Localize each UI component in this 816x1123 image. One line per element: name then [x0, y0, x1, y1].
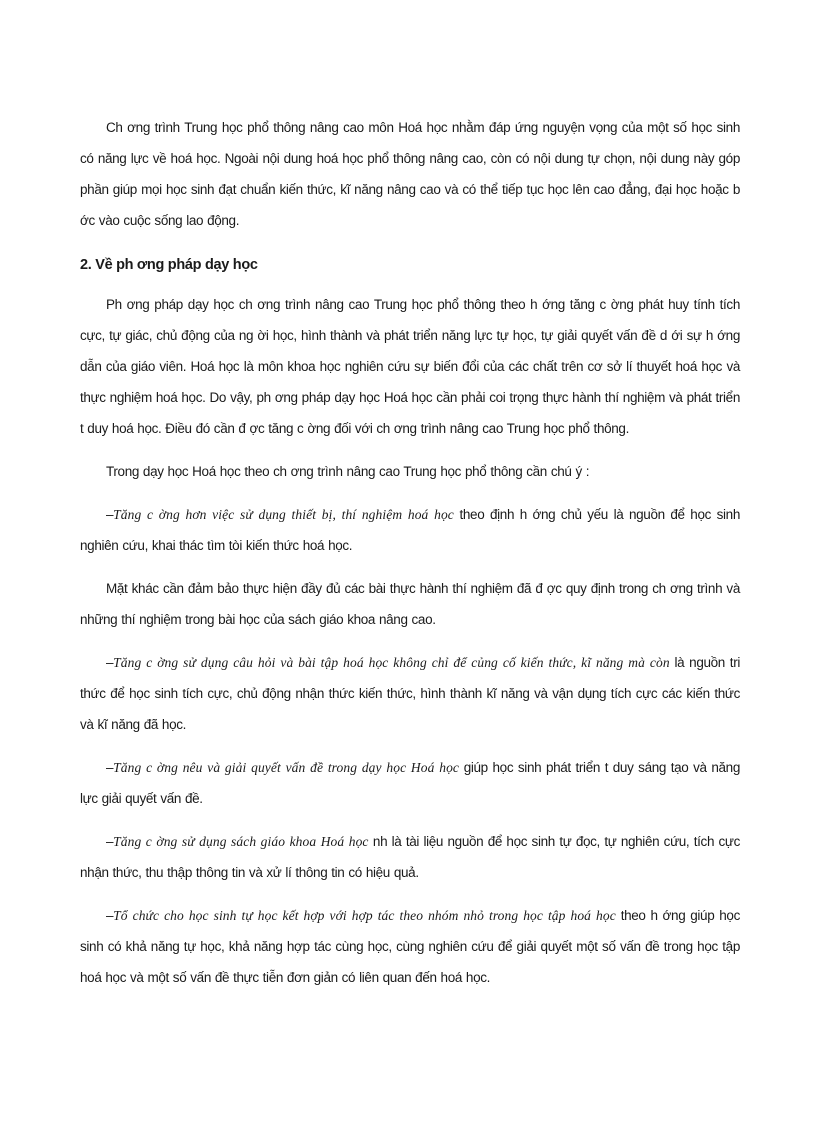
bullet-dash: –	[106, 908, 114, 923]
bullet-text: giúp học sinh phát triển t duy sáng tạo và năng lực giải quyết vấn đề.	[80, 760, 740, 806]
paragraph-teaching-method: Ph ơng pháp dạy học ch ơng trình nâng cao Trung học phổ thông theo h ớng tăng c ờng phát huy tính tích cực, tự giác, chủ động của ng ời học, hình thành và phát triển năng lực tự học, tự giải quyết vấn đề d ới sự h ớng dẫn của giáo viên. Hoá học là môn khoa học nghiên cứu sự biến đổi của các chất trên cơ sở lí thuyết hoá học và thực nghiệm hoá học. Do vậy, ph ơng pháp dạy học Hoá học cần phải coi trọng thực hành thí nghiệm và phát triển t duy hoá học. Điều đó cần đ ợc tăng c ờng đối với ch ơng trình nâng cao Trung học phổ thông.	[80, 297, 740, 436]
bullet-exercises	[80, 647, 740, 740]
document-body	[80, 112, 740, 993]
bullet-dash: –	[106, 507, 114, 522]
section-heading: 2. Về ph ơng pháp dạy học	[80, 257, 258, 273]
bullet-dash: –	[106, 655, 114, 670]
bullet-emphasis: Tăng c ờng nêu và giải quyết vấn đề trong dạy học Hoá học	[113, 760, 460, 775]
bullet-equipment	[80, 499, 740, 561]
bullet-emphasis: Tăng c ờng hơn việc sử dụng thiết bị, thí nghiệm hoá học	[113, 507, 454, 522]
bullet-text: là nguồn tri thức để học sinh tích cực, chủ động nhận thức kiến thức, hình thành kĩ năng và vận dụng tích cực các kiến thức và kĩ năng đã học.	[80, 655, 740, 732]
bullet-text: nh là tài liệu nguồn để học sinh tự đọc, tự nghiên cứu, tích cực nhận thức, thu thập thông tin và xử lí thông tin có hiệu quả.	[80, 834, 740, 880]
bullet-dash: –	[106, 760, 114, 775]
paragraph-notes-intro: Trong dạy học Hoá học theo ch ơng trình nâng cao Trung học phổ thông cần chú ý :	[106, 464, 590, 479]
bullet-text: theo h ớng giúp học sinh có khả năng tự học, khả năng hợp tác cùng học, cùng nghiên cứu để giải quyết một số vấn đề trong học tập hoá học và một số vấn đề thực tiễn đơn giản có liên quan đến hoá học.	[80, 908, 740, 985]
bullet-problem-solving	[80, 752, 740, 814]
bullet-emphasis: Tổ chức cho học sinh tự học kết hợp với hợp tác theo nhóm nhỏ trong học tập hoá học	[113, 908, 616, 923]
bullet-text: theo định h ớng chủ yếu là nguồn để học sinh nghiên cứu, khai thác tìm tòi kiến thức hoá học.	[80, 507, 740, 553]
bullet-emphasis: Tăng c ờng sử dụng sách giáo khoa Hoá học	[113, 834, 369, 849]
paragraph-program-intro: Ch ơng trình Trung học phổ thông nâng cao môn Hoá học nhằm đáp ứng nguyện vọng của một số học sinh có năng lực về hoá học. Ngoài nội dung hoá học phổ thông nâng cao, còn có nội dung tự chọn, nội dung này góp phần giúp mọi học sinh đạt chuẩn kiến thức, kĩ năng nâng cao và có thể tiếp tục học lên cao đẳng, đại học hoặc b ớc vào cuộc sống lao động.	[80, 120, 740, 228]
bullet-emphasis: Tăng c ờng sử dụng câu hỏi và bài tập hoá học không chỉ để củng cố kiến thức, kĩ năng mà còn	[113, 655, 670, 670]
bullet-textbook	[80, 826, 740, 888]
bullet-group-learning	[80, 900, 740, 993]
bullet-dash: –	[106, 834, 114, 849]
paragraph-practical-work: Mặt khác cần đảm bảo thực hiện đầy đủ các bài thực hành thí nghiệm đã đ ợc quy định trong ch ơng trình và những thí nghiệm trong bài học của sách giáo khoa nâng cao.	[80, 581, 740, 627]
